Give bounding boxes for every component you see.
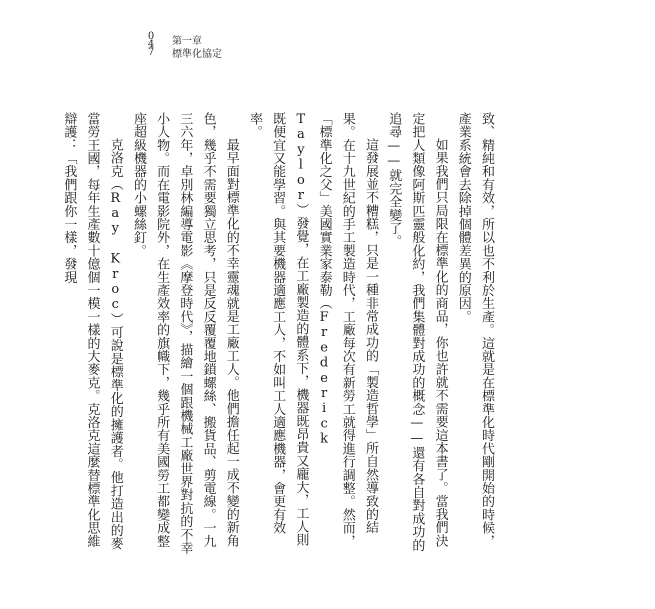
- paragraph-2: 如果我們只局限在標準化的商品，你也許就不需要這本書了。當我們決定把人類像阿斯匹靈般化約，我們集體對成功的概念——還有各自對成功的追尋——就完全變了。: [386, 112, 448, 552]
- paragraph-5: 克洛克（Ray Kroc）可說是標準化的擁護者。他打造出的麥當勞王國，每年生產數十億個一模一樣的大麥克。克洛克這麼替標準化思維辯護：「我們跟你一樣，發現: [61, 112, 123, 550]
- body-text: [61, 112, 498, 557]
- page-number: 047: [147, 31, 155, 58]
- chapter-label: 第一章: [172, 36, 202, 47]
- paragraph-1: 致、精純和有效，所以也不利於生產。這就是在標準化時代剛開始的時候，產業系統會去除掉個體差異的原因。: [455, 112, 494, 548]
- paragraph-3: 這發展並不糟糕，只是一種非常成功的「製造哲學」所自然導致的結果。在十九世紀的手工製造時代，工廠每次有新勞工就得進行調整。然而，「標準化之父」美國實業家泰勒（Frederick Taylor）發覺，在工廠製造的體系下，機器既昂貴又龐大，工人則既便宜又能學習。與其要機器適應工人，不如叫工人適應機器，會更有效率。: [246, 112, 378, 548]
- chapter-title: 標準化協定: [172, 49, 222, 60]
- paragraph-4: 最早面對標準化的不幸靈魂就是工廠工人。他們擔任起一成不變的新角色，幾乎不需要獨立思考，只是反反覆覆地鎖螺絲、搬貨品、剪電線。一九三六年，卓別林編導電影《摩登時代》，描繪一個跟機械工廠世界對抗的不幸小人物。而在電影院外，在生產效率的旗幟下，幾乎所有美國勞工都變成整座超級機器的小螺絲釘。: [130, 112, 239, 555]
